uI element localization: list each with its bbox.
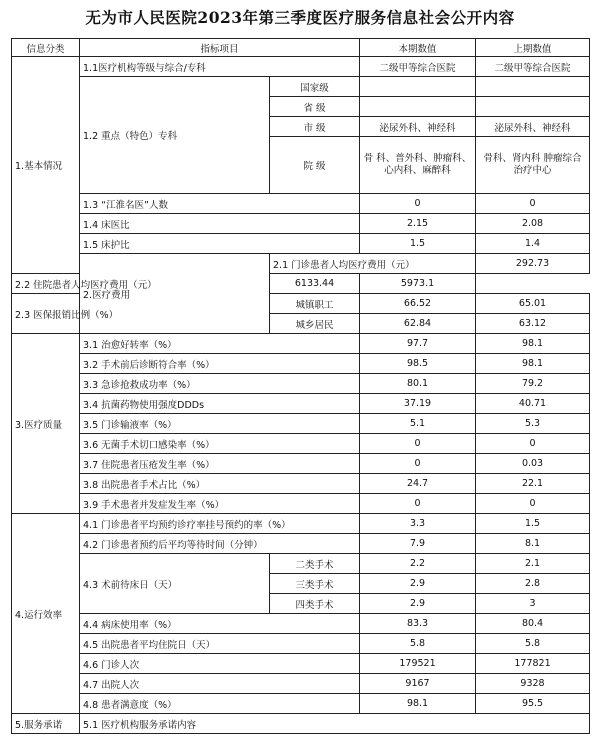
category-cost: 2.医疗费用 [80, 254, 270, 334]
current-value: 37.19 [360, 394, 476, 414]
indicator-label: 2.1 门诊患者人均医疗费用（元） [270, 254, 476, 274]
table-row [12, 394, 590, 414]
indicator-label: 2.3 医保报销比例（%） [12, 294, 80, 334]
header-current: 本期数值 [360, 39, 476, 57]
category-efficiency: 4.运行效率 [12, 514, 80, 714]
table-row [12, 554, 590, 574]
previous-value: 79.2 [476, 374, 590, 394]
previous-value: 5973.1 [360, 274, 476, 294]
current-value: 62.84 [360, 314, 476, 334]
previous-value: 5.8 [476, 634, 590, 654]
header-category: 信息分类 [12, 39, 80, 57]
current-value: 179521 [360, 654, 476, 674]
table-row [12, 374, 590, 394]
table-row [12, 57, 590, 77]
previous-value [476, 77, 590, 97]
current-value: 6133.44 [270, 274, 360, 294]
current-value: 2.9 [360, 574, 476, 594]
current-value [360, 97, 476, 117]
table-row [12, 354, 590, 374]
previous-value: 1.4 [476, 234, 590, 254]
table-row [12, 434, 590, 454]
header-indicator: 指标项目 [80, 39, 360, 57]
sub-label: 二类手术 [270, 554, 360, 574]
current-value: 80.1 [360, 374, 476, 394]
previous-value: 177821 [476, 654, 590, 674]
current-value: 97.7 [360, 334, 476, 354]
category-quality: 3.医疗质量 [12, 334, 80, 514]
indicator-label: 3.3 急诊抢救成功率（%） [80, 374, 360, 394]
disclosure-table [11, 38, 590, 734]
indicator-label: 4.1 门诊患者平均预约诊疗率挂号预约的率（%） [80, 514, 360, 534]
table-header-row [12, 39, 590, 57]
previous-value: 98.1 [476, 334, 590, 354]
current-value: 83.3 [360, 614, 476, 634]
previous-value: 98.1 [476, 354, 590, 374]
indicator-label: 3.7 住院患者压疮发生率（%） [80, 454, 360, 474]
table-row [12, 194, 590, 214]
table-row [12, 654, 590, 674]
previous-value: 0 [476, 434, 590, 454]
sub-label: 城乡居民 [270, 314, 360, 334]
previous-value: 8.1 [476, 534, 590, 554]
previous-value: 0.03 [476, 454, 590, 474]
current-value: 98.1 [360, 694, 476, 714]
indicator-label: 3.5 门诊输液率（%） [80, 414, 360, 434]
page-title: 无为市人民医院2023年第三季度医疗服务信息社会公开内容 [85, 8, 515, 27]
current-value: 泌尿外科、神经科 [360, 117, 476, 137]
indicator-label: 3.1 治愈好转率（%） [80, 334, 360, 354]
previous-value: 2.1 [476, 554, 590, 574]
table-row [12, 214, 590, 234]
table-row [12, 614, 590, 634]
category-service: 5.服务承诺 [12, 714, 80, 734]
current-value: 0 [360, 454, 476, 474]
indicator-label: 1.3 “江淮名医”人数 [80, 194, 360, 214]
sub-label: 院 级 [270, 137, 360, 194]
current-value [360, 77, 476, 97]
table-row [12, 474, 590, 494]
indicator-label: 3.4 抗菌药物使用强度DDDs [80, 394, 360, 414]
table-row [12, 714, 590, 734]
table-row [12, 694, 590, 714]
previous-value: 5.3 [476, 414, 590, 434]
indicator-label: 4.6 门诊人次 [80, 654, 360, 674]
current-value: 5.8 [360, 634, 476, 654]
table-row [12, 334, 590, 354]
indicator-label: 4.7 出院人次 [80, 674, 360, 694]
previous-value: 0 [476, 194, 590, 214]
previous-value: 2.08 [476, 214, 590, 234]
previous-value: 80.4 [476, 614, 590, 634]
indicator-label: 4.2 门诊患者预约后平均等待时间（分钟） [80, 534, 360, 554]
indicator-label: 4.8 患者满意度（%） [80, 694, 360, 714]
table-row [12, 494, 590, 514]
previous-value: 95.5 [476, 694, 590, 714]
current-value: 24.7 [360, 474, 476, 494]
previous-value: 22.1 [476, 474, 590, 494]
previous-value: 骨科、肾内科 肿瘤综合治疗中心 [476, 137, 590, 194]
table-row [12, 514, 590, 534]
current-value: 3.3 [360, 514, 476, 534]
sub-label: 城镇职工 [270, 294, 360, 314]
previous-value [476, 97, 590, 117]
header-previous: 上期数值 [476, 39, 590, 57]
category-basic: 1.基本情况 [12, 57, 80, 274]
current-value: 5.1 [360, 414, 476, 434]
previous-value: 3 [476, 594, 590, 614]
indicator-label: 4.4 病床使用率（%） [80, 614, 360, 634]
current-value: 2.2 [360, 554, 476, 574]
indicator-label: 4.3 术前待床日（天） [80, 554, 270, 614]
current-value: 0 [360, 494, 476, 514]
table-row [12, 234, 590, 254]
table-row [12, 634, 590, 654]
sub-label: 市 级 [270, 117, 360, 137]
previous-value: 9328 [476, 674, 590, 694]
previous-value: 1.5 [476, 514, 590, 534]
current-value: 1.5 [360, 234, 476, 254]
table-row [12, 674, 590, 694]
indicator-label: 1.1医疗机构等级与综合/专科 [80, 57, 360, 77]
current-value: 2.15 [360, 214, 476, 234]
indicator-label: 3.8 出院患者手术占比（%） [80, 474, 360, 494]
table-row [12, 77, 590, 97]
current-value: 7.9 [360, 534, 476, 554]
sub-label: 省 级 [270, 97, 360, 117]
indicator-label: 2.2 住院患者人均医疗费用（元） [12, 274, 270, 294]
indicator-label: 1.4 床医比 [80, 214, 360, 234]
current-value: 98.5 [360, 354, 476, 374]
table-row [12, 454, 590, 474]
indicator-label: 1.5 床护比 [80, 234, 360, 254]
current-value: 二级甲等综合医院 [360, 57, 476, 77]
sub-label: 国家级 [270, 77, 360, 97]
current-value: 2.9 [360, 594, 476, 614]
previous-value: 0 [476, 494, 590, 514]
current-value: 292.73 [476, 254, 590, 274]
previous-value: 63.12 [476, 314, 590, 334]
previous-value: 40.71 [476, 394, 590, 414]
current-value: 骨 科、普外科、肿瘤科、心内科、麻醉科 [360, 137, 476, 194]
current-value: 0 [360, 194, 476, 214]
current-value: 0 [360, 434, 476, 454]
indicator-label: 3.9 手术患者并发症发生率（%） [80, 494, 360, 514]
indicator-label: 5.1 医疗机构服务承诺内容 [80, 714, 590, 734]
sub-label: 三类手术 [270, 574, 360, 594]
table-row [12, 254, 590, 274]
indicator-label: 3.2 手术前后诊断符合率（%） [80, 354, 360, 374]
indicator-label: 4.5 出院患者平均住院日（天） [80, 634, 360, 654]
sub-label: 四类手术 [270, 594, 360, 614]
current-value: 9167 [360, 674, 476, 694]
table-row [12, 414, 590, 434]
current-value: 66.52 [360, 294, 476, 314]
previous-value: 二级甲等综合医院 [476, 57, 590, 77]
previous-value: 65.01 [476, 294, 590, 314]
previous-value: 2.8 [476, 574, 590, 594]
indicator-label: 3.6 无菌手术切口感染率（%） [80, 434, 360, 454]
previous-value: 泌尿外科、神经科 [476, 117, 590, 137]
table-row [12, 534, 590, 554]
indicator-label: 1.2 重点（特色）专科 [80, 77, 270, 194]
